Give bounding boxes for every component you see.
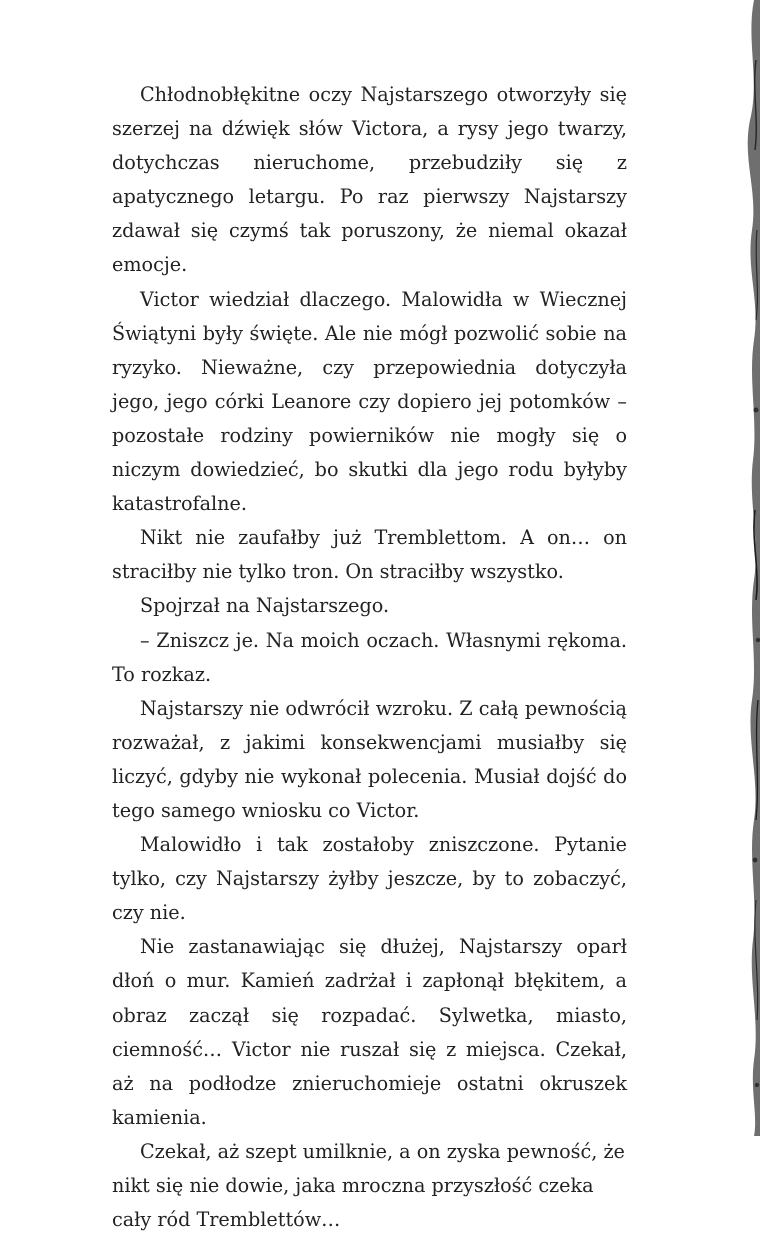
paragraph-1: Chłodnobłękitne oczy Najstarszego otworzyły się szerzej na dźwięk słów Victora, a rysy jego twarzy, dotychczas nieruchome, przebudziły się z apatycznego letargu. Po raz pierwszy Najstarszy zdawał się czymś tak poruszony, że niemal okazał emocje. — [112, 83, 627, 277]
paragraph-4: Spojrzał na Najstarszego. — [140, 594, 390, 618]
paragraph-6: Najstarszy nie odwrócił wzroku. Z całą pewnością rozważał, z jakimi konsekwencjami musiałby się liczyć, gdyby nie wykonał polecenia. Musiał dojść do tego samego wniosku co Victor. — [112, 696, 627, 822]
paragraph-3: Nikt nie zaufałby już Tremblettom. A on… on straciłby nie tylko tron. On straciłby wszystko. — [112, 526, 627, 584]
paragraph-8: Nie zastanawiając się dłużej, Najstarszy oparł dłoń o mur. Kamień zadrżał i zapłonął błękitem, a obraz zaczął się rozpadać. Sylwetka, miasto, ciemność… Victor nie ruszał się z miejsca. Czekał, aż na podłodze znieruchomieje ostatni okruszek kamienia. — [112, 935, 627, 1129]
paragraph-7: Malowidło i tak zostałoby zniszczone. Pytanie tylko, czy Najstarszy żyłby jeszcze, by to zobaczyć, czy nie. — [112, 833, 627, 925]
paragraph-9: Czekał, aż szept umilknie, a on zyska pewność, że nikt się nie dowie, jaka mroczna przyszłość czeka cały ród Tremblettów… — [112, 1139, 625, 1232]
paragraph-2: Victor wiedział dlaczego. Malowidła w Wiecznej Świątyni były święte. Ale nie mógł pozwolić sobie na ryzyko. Nieważne, czy przepowiednia dotyczyła jego, jego córki Leanore czy dopiero jej potomków – pozostałe rodziny powierników nie mogły się o niczym dowiedzieć, bo skutki dla jego rodu byłyby katastrofalne. — [112, 287, 627, 516]
decorative-edge-illustration — [736, 0, 760, 1136]
page-body-text — [112, 78, 627, 1237]
paragraph-5: – Zniszcz je. Na moich oczach. Własnymi rękoma. To rozkaz. — [112, 628, 627, 686]
